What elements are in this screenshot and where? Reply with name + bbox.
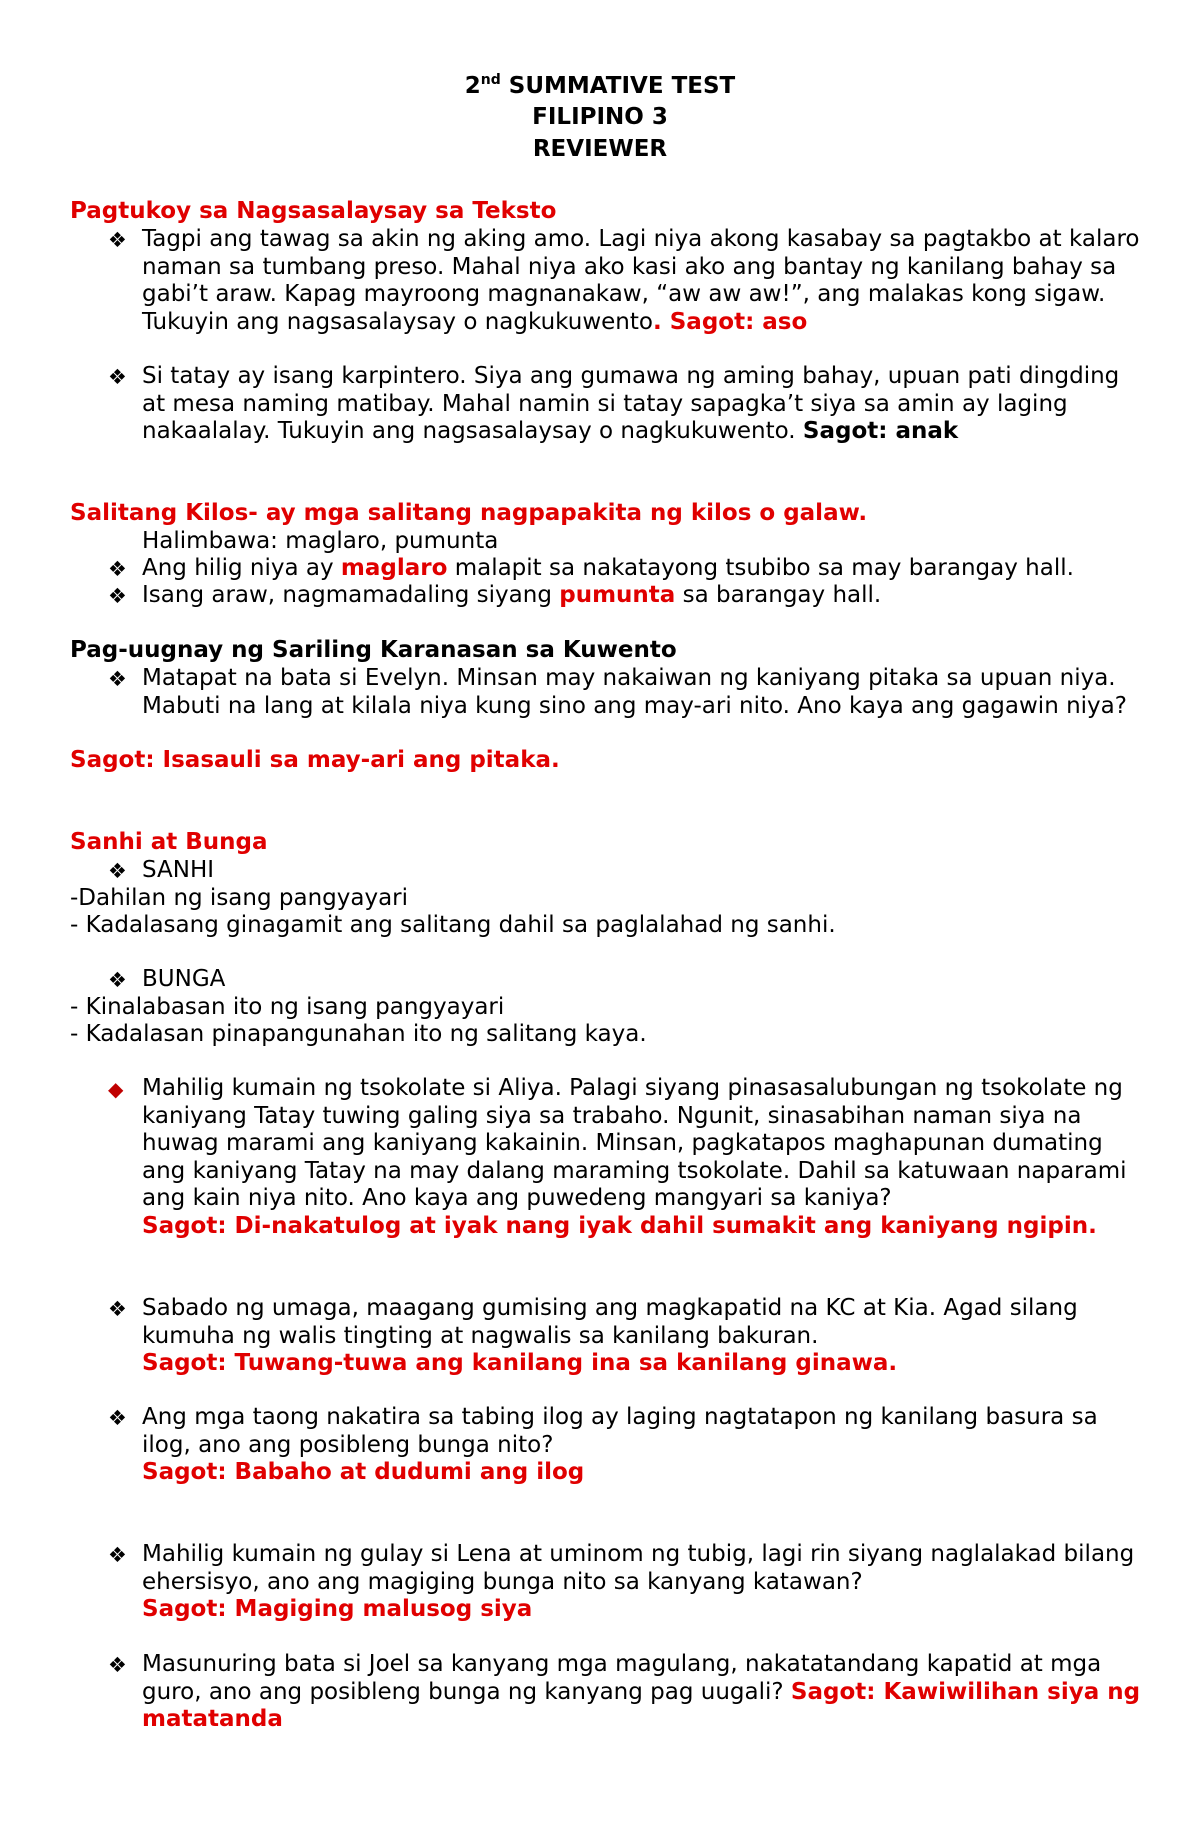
answer-text: . Sagot: aso — [652, 308, 808, 335]
question-text: Sabado ng umaga, maagang gumising ang magkapatid na KC at Kia. Agad silang kumuha ng walis tingting at nagwalis sa kanilang bakuran. Sagot: Tuwang-tuwa ang kanilang ina sa kanilang ginawa. — [142, 1295, 1142, 1378]
question-text: Matapat na bata si Evelyn. Minsan may nakaiwan ng kaniyang pitaka sa upuan niya. Mabuti na lang at kilala niya kung sino ang may-ari nito. Ano kaya ang gagawin niya? — [142, 665, 1127, 719]
doc-title-line-2: FILIPINO 3 — [532, 104, 668, 130]
definition-line: - Kadalasan pinapangunahan ito ng salitang kaya. — [70, 1021, 647, 1047]
definition-line: - Kinalabasan ito ng isang pangyayari — [70, 994, 505, 1020]
example-line: Halimbawa: maglaro, pumunta — [142, 528, 499, 554]
example-sentence: Isang araw, nagmamadaling siyang pumunta sa barangay hall. — [142, 582, 882, 608]
diamond-bullet-icon: ❖ — [108, 667, 127, 691]
answer-text: Sagot: Isasauli sa may-ari ang pitaka. — [70, 747, 560, 773]
diamond-bullet-icon: ❖ — [108, 1653, 127, 1677]
answer-text: Sagot: anak — [802, 418, 959, 444]
section-heading-pagtukoy: Pagtukoy sa Nagsasalaysay sa Teksto — [70, 198, 557, 224]
answer-text: Sagot: Babaho at dudumi ang ilog — [142, 1459, 585, 1485]
diamond-bullet-icon: ❖ — [108, 1297, 127, 1321]
example-sentence: Ang hilig niya ay maglaro malapit sa nakatayong tsubibo sa may barangay hall. — [142, 555, 1074, 581]
diamond-bullet-icon: ❖ — [108, 557, 127, 581]
diamond-bullet-icon: ❖ — [108, 584, 127, 608]
question-text: Ang mga taong nakatira sa tabing ilog ay laging nagtatapon ng kanilang basura sa ilog, ano ang posibleng bunga nito? Sagot: Babaho at dudumi ang ilog — [142, 1404, 1142, 1487]
definition-line: - Kadalasang ginagamit ang salitang dahil sa paglalahad ng sanhi. — [70, 912, 836, 938]
question-text: Mahilig kumain ng tsokolate si Aliya. Palagi siyang pinasasalubungan ng tsokolate ng kaniyang Tatay tuwing galing siya sa trabaho. Ngunit, sinasabihan naman siya na huwag marami ang kaniyang kakainin. Minsan, pagkatapos maghapunan dumating ang kaniyang Tatay na may dalang maraming tsokolate. Dahil sa katuwaan naparami ang kain niya nito. Ano kaya ang puwedeng mangyari sa kaniya? Sagot: Di-nakatulog at iyak nang iyak dahil sumakit ang kaniyang ngipin. — [142, 1075, 1142, 1240]
answer-text: Sagot: Tuwang-tuwa ang kanilang ina sa kanilang ginawa. — [142, 1350, 898, 1376]
question-text: Si tatay ay isang karpintero. Siya ang gumawa ng aming bahay, upuan pati dingding at mesa naming matibay. Mahal namin si tatay sapagka’t siya sa amin ay laging nakaalalay. Tukuyin ang nagsasalaysay o nagkukuwento. Sagot: anak — [142, 363, 1120, 444]
highlighted-verb: maglaro — [340, 555, 448, 581]
definition-line: -Dahilan ng isang pangyayari — [70, 885, 409, 911]
answer-text: Sagot: Magiging malusog siya — [142, 1596, 533, 1622]
question-text: Tagpi ang tawag sa akin ng aking amo. Lagi niya akong kasabay sa pagtakbo at kalaro naman sa tumbang preso. Mahal niya ako kasi ako ang bantay ng kanilang bahay sa gabi’t araw. Kapag mayroong magnanakaw, “aw aw aw!”, ang malakas kong sigaw. Tukuyin ang nagsasalaysay o nagkukuwento. Sagot: aso — [142, 226, 1140, 335]
answer-text: Sagot: Kawiwilihan siya ng matatanda — [142, 1678, 1141, 1732]
section-heading-pag-uugnay: Pag-uugnay ng Sariling Karanasan sa Kuwento — [70, 637, 677, 663]
section-heading-salitang-kilos: Salitang Kilos- ay mga salitang nagpapakita ng kilos o galaw. — [70, 500, 868, 526]
answer-text: Sagot: Di-nakatulog at iyak nang iyak dahil sumakit ang kaniyang ngipin. — [142, 1212, 1097, 1239]
doc-title-line-1: 2nd SUMMATIVE TEST — [464, 72, 736, 99]
question-text: Masunuring bata si Joel sa kanyang mga magulang, nakatatandang kapatid at mga guro, ano ang posibleng bunga ng kanyang pag uugali? Sagot: Kawiwilihan siya ng matatanda — [142, 1651, 1141, 1732]
diamond-bullet-icon: ❖ — [108, 1543, 127, 1567]
section-heading-sanhi-at-bunga: Sanhi at Bunga — [70, 829, 268, 855]
diamond-bullet-icon: ❖ — [108, 968, 127, 992]
highlighted-verb: pumunta — [559, 582, 676, 608]
diamond-bullet-icon: ❖ — [108, 228, 127, 252]
sanhi-label: SANHI — [142, 857, 215, 883]
doc-title-line-3: REVIEWER — [532, 136, 668, 162]
red-diamond-bullet-icon: ◆ — [108, 1077, 124, 1101]
diamond-bullet-icon: ❖ — [108, 365, 127, 389]
bunga-label: BUNGA — [142, 966, 226, 992]
diamond-bullet-icon: ❖ — [108, 1406, 127, 1430]
question-text: Mahilig kumain ng gulay si Lena at uminom ng tubig, lagi rin siyang naglalakad bilang ehersisyo, ano ang magiging bunga nito sa kanyang katawan? Sagot: Magiging malusog siya — [142, 1541, 1142, 1624]
diamond-bullet-icon: ❖ — [108, 859, 127, 883]
